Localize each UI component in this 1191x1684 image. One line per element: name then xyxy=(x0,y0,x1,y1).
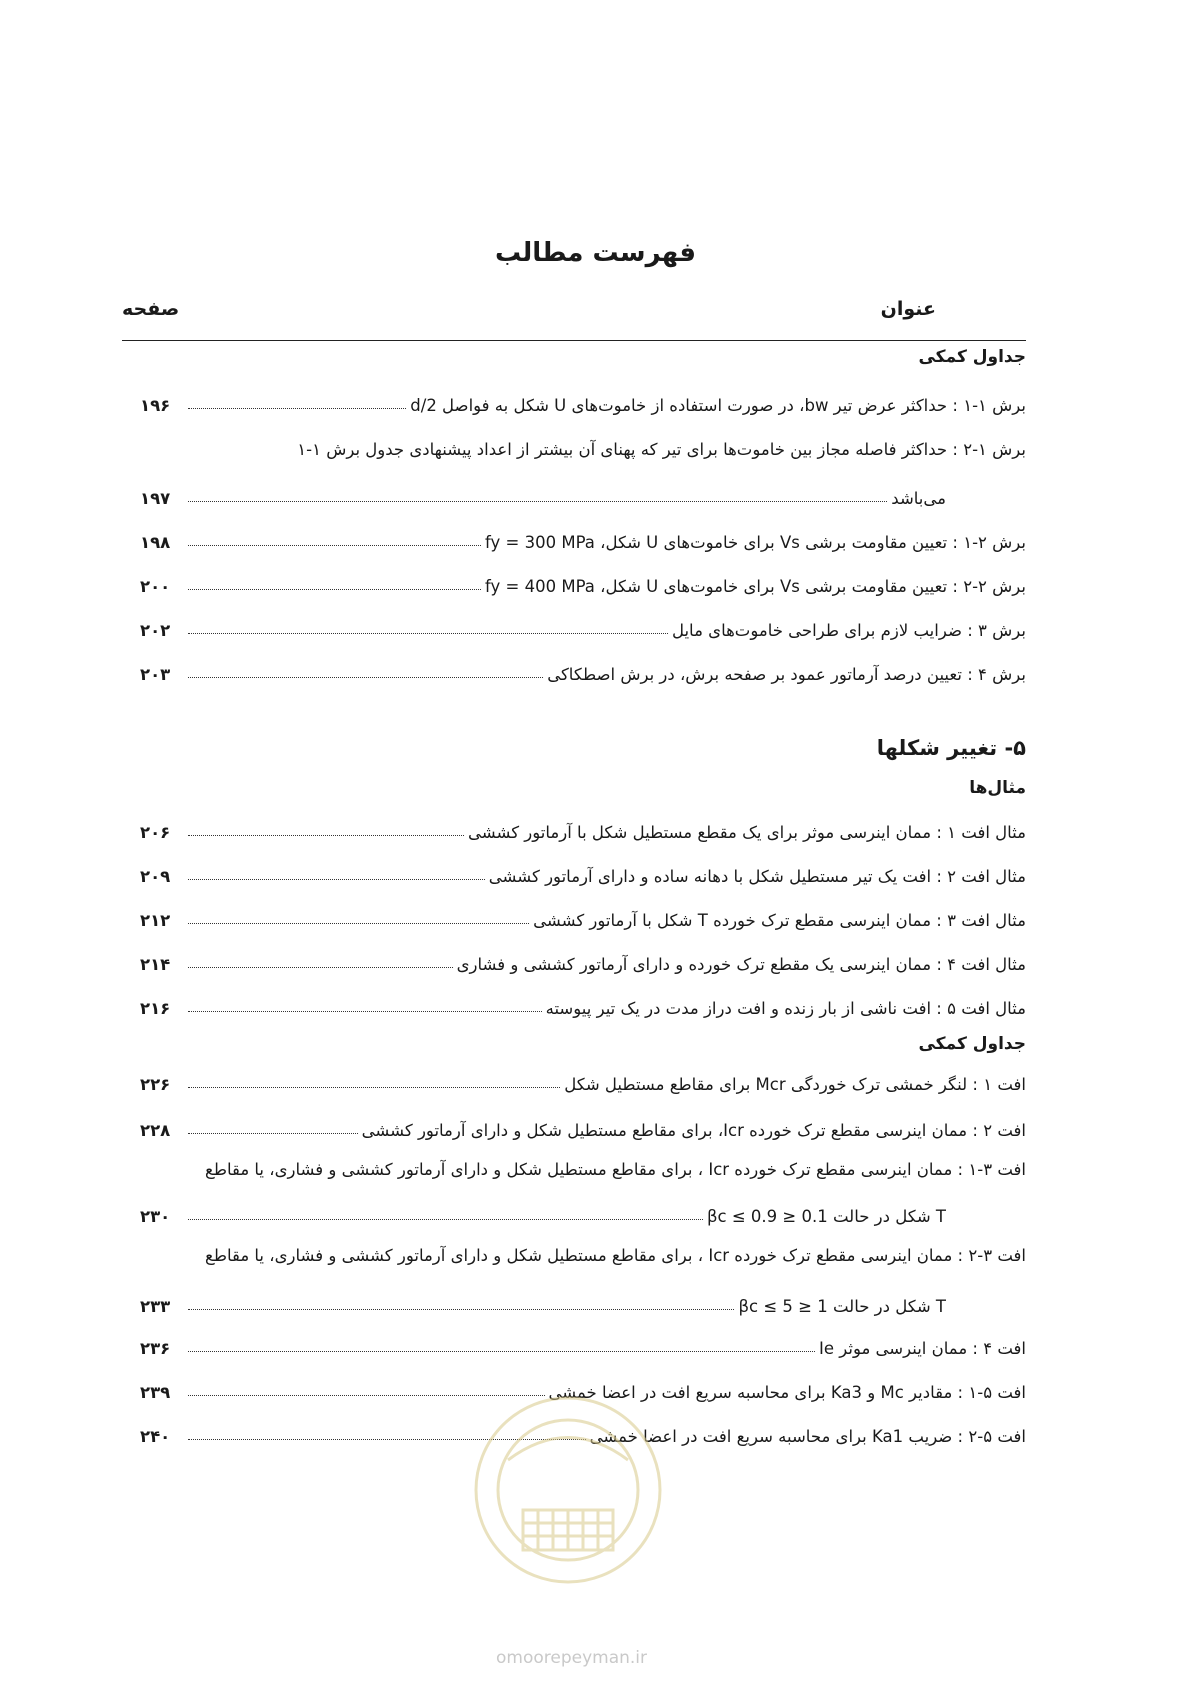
toc-entry[interactable] xyxy=(140,385,1026,415)
section-heading-examples: مثال‌ها xyxy=(969,778,1026,798)
toc-entry[interactable] xyxy=(140,1196,1026,1226)
page-number: ۲۳۳ xyxy=(140,1297,171,1316)
page-number: ۲۱۶ xyxy=(140,999,171,1018)
entry-title: مثال افت ۳ : ممان اینرسی مقطع ترک خورده T شکل با آرماتور کششی xyxy=(533,911,1026,930)
toc-entry-line[interactable]: افت ۳-۲ : ممان اینرسی مقطع ترک خورده Icr ، برای مقاطع مستطیل شکل و دارای آرماتور کششی و فشاری، یا مقاطع xyxy=(205,1246,1026,1265)
page-number: ۲۲۶ xyxy=(140,1075,171,1094)
dot-leader xyxy=(188,1087,560,1088)
toc-entry[interactable] xyxy=(140,856,1026,886)
page-title: فهرست مطالب xyxy=(495,238,696,268)
entry-title: افت ۵-۱ : مقادیر Mc و Ka3 برای محاسبه سریع افت در اعضا خمشی xyxy=(548,1383,1026,1402)
dot-leader xyxy=(188,1351,815,1352)
entry-title: مثال افت ۴ : ممان اینرسی یک مقطع ترک خورده و دارای آرماتور کششی و فشاری xyxy=(456,955,1026,974)
toc-entry-line[interactable]: برش ۱-۲ : حداکثر فاصله مجاز بین خاموت‌ها برای تیر که پهنای آن بیشتر از اعداد پیشنهادی جدول برش ۱-۱ xyxy=(297,440,1026,459)
dot-leader xyxy=(188,1133,358,1134)
toc-entry[interactable] xyxy=(140,610,1026,640)
toc-entry[interactable] xyxy=(140,1064,1026,1094)
column-header-page: صفحه xyxy=(122,298,180,320)
entry-title: می‌باشد xyxy=(891,489,946,508)
page-number: ۲۰۲ xyxy=(140,621,171,640)
dot-leader xyxy=(188,633,668,634)
dot-leader xyxy=(188,1309,734,1310)
entry-title: افت ۲ : ممان اینرسی مقطع ترک خورده Icr، برای مقاطع مستطیل شکل و دارای آرماتور کششی xyxy=(361,1121,1026,1140)
page-number: ۲۴۰ xyxy=(140,1427,171,1446)
entry-title: برش ۱-۱ : حداکثر عرض تیر bw، در صورت استفاده از خاموت‌های U شکل به فواصل d/2 xyxy=(410,396,1026,415)
toc-entry[interactable] xyxy=(140,522,1026,552)
dot-leader xyxy=(188,677,543,678)
entry-title: مثال افت ۵ : افت ناشی از بار زنده و افت دراز مدت در یک تیر پیوسته xyxy=(545,999,1026,1018)
section-heading-aux-tables-1: جداول کمکی xyxy=(918,347,1026,367)
dot-leader xyxy=(188,1219,703,1220)
page-number: ۲۱۴ xyxy=(140,955,171,974)
dot-leader xyxy=(188,501,887,502)
entry-title: T شکل در حالت 0.1 ≤ βc ≤ 0.9 xyxy=(706,1207,946,1226)
chapter-heading: ۵- تغییر شکلها xyxy=(876,736,1026,760)
toc-entry-line[interactable]: افت ۳-۱ : ممان اینرسی مقطع ترک خورده Icr ، برای مقاطع مستطیل شکل و دارای آرماتور کششی و فشاری، یا مقاطع xyxy=(205,1160,1026,1179)
entry-title: افت ۱ : لنگر خمشی ترک خوردگی Mcr برای مقاطع مستطیل شکل xyxy=(564,1075,1026,1094)
toc-entry[interactable] xyxy=(140,900,1026,930)
toc-entry[interactable] xyxy=(140,478,1026,508)
header-divider xyxy=(122,340,1026,341)
page-number: ۲۳۹ xyxy=(140,1383,171,1402)
toc-entry[interactable] xyxy=(140,1328,1026,1358)
dot-leader xyxy=(188,408,406,409)
dot-leader xyxy=(188,835,464,836)
page-number: ۲۰۳ xyxy=(140,665,171,684)
dot-leader xyxy=(188,545,481,546)
page-number: ۲۰۹ xyxy=(140,867,171,886)
dot-leader xyxy=(188,923,529,924)
dot-leader xyxy=(188,879,485,880)
dot-leader xyxy=(188,967,453,968)
page-number: ۱۹۷ xyxy=(140,489,171,508)
entry-title: برش ۴ : تعیین درصد آرماتور عمود بر صفحه برش، در برش اصطکاکی xyxy=(547,665,1026,684)
entry-title: T شکل در حالت 1 ≤ βc ≤ 5 xyxy=(738,1297,946,1316)
toc-entry[interactable] xyxy=(140,566,1026,596)
publisher-stamp-icon xyxy=(468,1390,668,1590)
page-number: ۱۹۶ xyxy=(140,396,171,415)
section-heading-aux-tables-2: جداول کمکی xyxy=(918,1034,1026,1054)
toc-entry[interactable] xyxy=(140,944,1026,974)
toc-entry[interactable] xyxy=(140,812,1026,842)
page-number: ۱۹۸ xyxy=(140,533,171,552)
watermark: omoorepeyman.ir xyxy=(496,1648,648,1668)
page-number: ۲۳۰ xyxy=(140,1207,171,1226)
toc-entry[interactable] xyxy=(140,1286,1026,1316)
page-number: ۲۱۲ xyxy=(140,911,171,930)
page-number: ۲۳۶ xyxy=(140,1339,171,1358)
page-number: ۲۲۸ xyxy=(140,1121,171,1140)
dot-leader xyxy=(188,1011,542,1012)
entry-title: برش ۳ : ضرایب لازم برای طراحی خاموت‌های مایل xyxy=(671,621,1026,640)
entry-title: افت ۴ : ممان اینرسی موثر Ie xyxy=(818,1339,1026,1358)
page-number: ۲۰۶ xyxy=(140,823,171,842)
page-number: ۲۰۰ xyxy=(140,577,171,596)
entry-title: برش ۲-۱ : تعیین مقاومت برشی Vs برای خاموت‌های U شکل، fy = 300 MPa xyxy=(485,533,1026,552)
entry-title: مثال افت ۲ : افت یک تیر مستطیل شکل با دهانه ساده و دارای آرماتور کششی xyxy=(488,867,1026,886)
toc-entry[interactable] xyxy=(140,1110,1026,1140)
dot-leader xyxy=(188,589,481,590)
column-header-title: عنوان xyxy=(880,298,936,320)
entry-title: مثال افت ۱ : ممان اینرسی موثر برای یک مقطع مستطیل شکل با آرماتور کششی xyxy=(468,823,1026,842)
entry-title: برش ۲-۲ : تعیین مقاومت برشی Vs برای خاموت‌های U شکل، fy = 400 MPa xyxy=(485,577,1026,596)
entry-title: افت ۵-۲ : ضریب Ka1 برای محاسبه سریع افت در اعضا خمشی xyxy=(589,1427,1026,1446)
toc-entry[interactable] xyxy=(140,654,1026,684)
toc-entry[interactable] xyxy=(140,988,1026,1018)
